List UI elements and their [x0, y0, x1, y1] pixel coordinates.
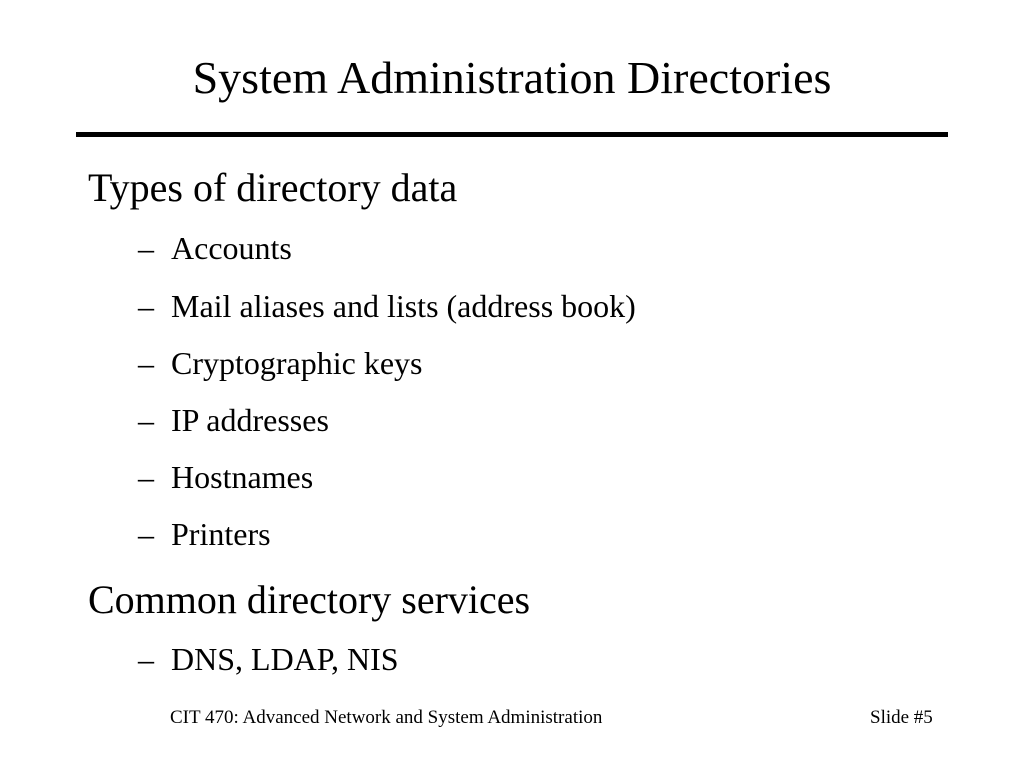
- slide-title: System Administration Directories: [192, 52, 832, 103]
- dash-bullet-icon: –: [138, 230, 154, 266]
- list-item-text: Accounts: [171, 230, 292, 266]
- dash-bullet-icon: –: [138, 516, 154, 552]
- list-item-text: IP addresses: [171, 402, 329, 438]
- list-item: [138, 514, 271, 554]
- section-heading-types: Types of directory data: [88, 165, 458, 210]
- dash-bullet-icon: –: [138, 402, 154, 438]
- list-item-text: Hostnames: [171, 459, 314, 495]
- list-item-text: Mail aliases and lists (address book): [171, 288, 636, 324]
- list-item: [138, 343, 423, 383]
- list-item-text: DNS, LDAP, NIS: [171, 641, 399, 677]
- dash-bullet-icon: –: [138, 345, 154, 381]
- list-item-text: Cryptographic keys: [171, 345, 423, 381]
- footer-slide-number: Slide #5: [870, 707, 933, 728]
- list-item: [138, 228, 292, 268]
- list-item: [138, 400, 329, 440]
- dash-bullet-icon: –: [138, 288, 154, 324]
- list-item-text: Printers: [171, 516, 271, 552]
- list-item: [138, 286, 636, 326]
- dash-bullet-icon: –: [138, 641, 154, 677]
- list-item: [138, 457, 313, 497]
- footer-course-title: CIT 470: Advanced Network and System Administration: [170, 707, 603, 728]
- title-divider: [76, 132, 948, 137]
- list-item: [138, 639, 399, 679]
- section-heading-services: Common directory services: [88, 577, 531, 622]
- dash-bullet-icon: –: [138, 459, 154, 495]
